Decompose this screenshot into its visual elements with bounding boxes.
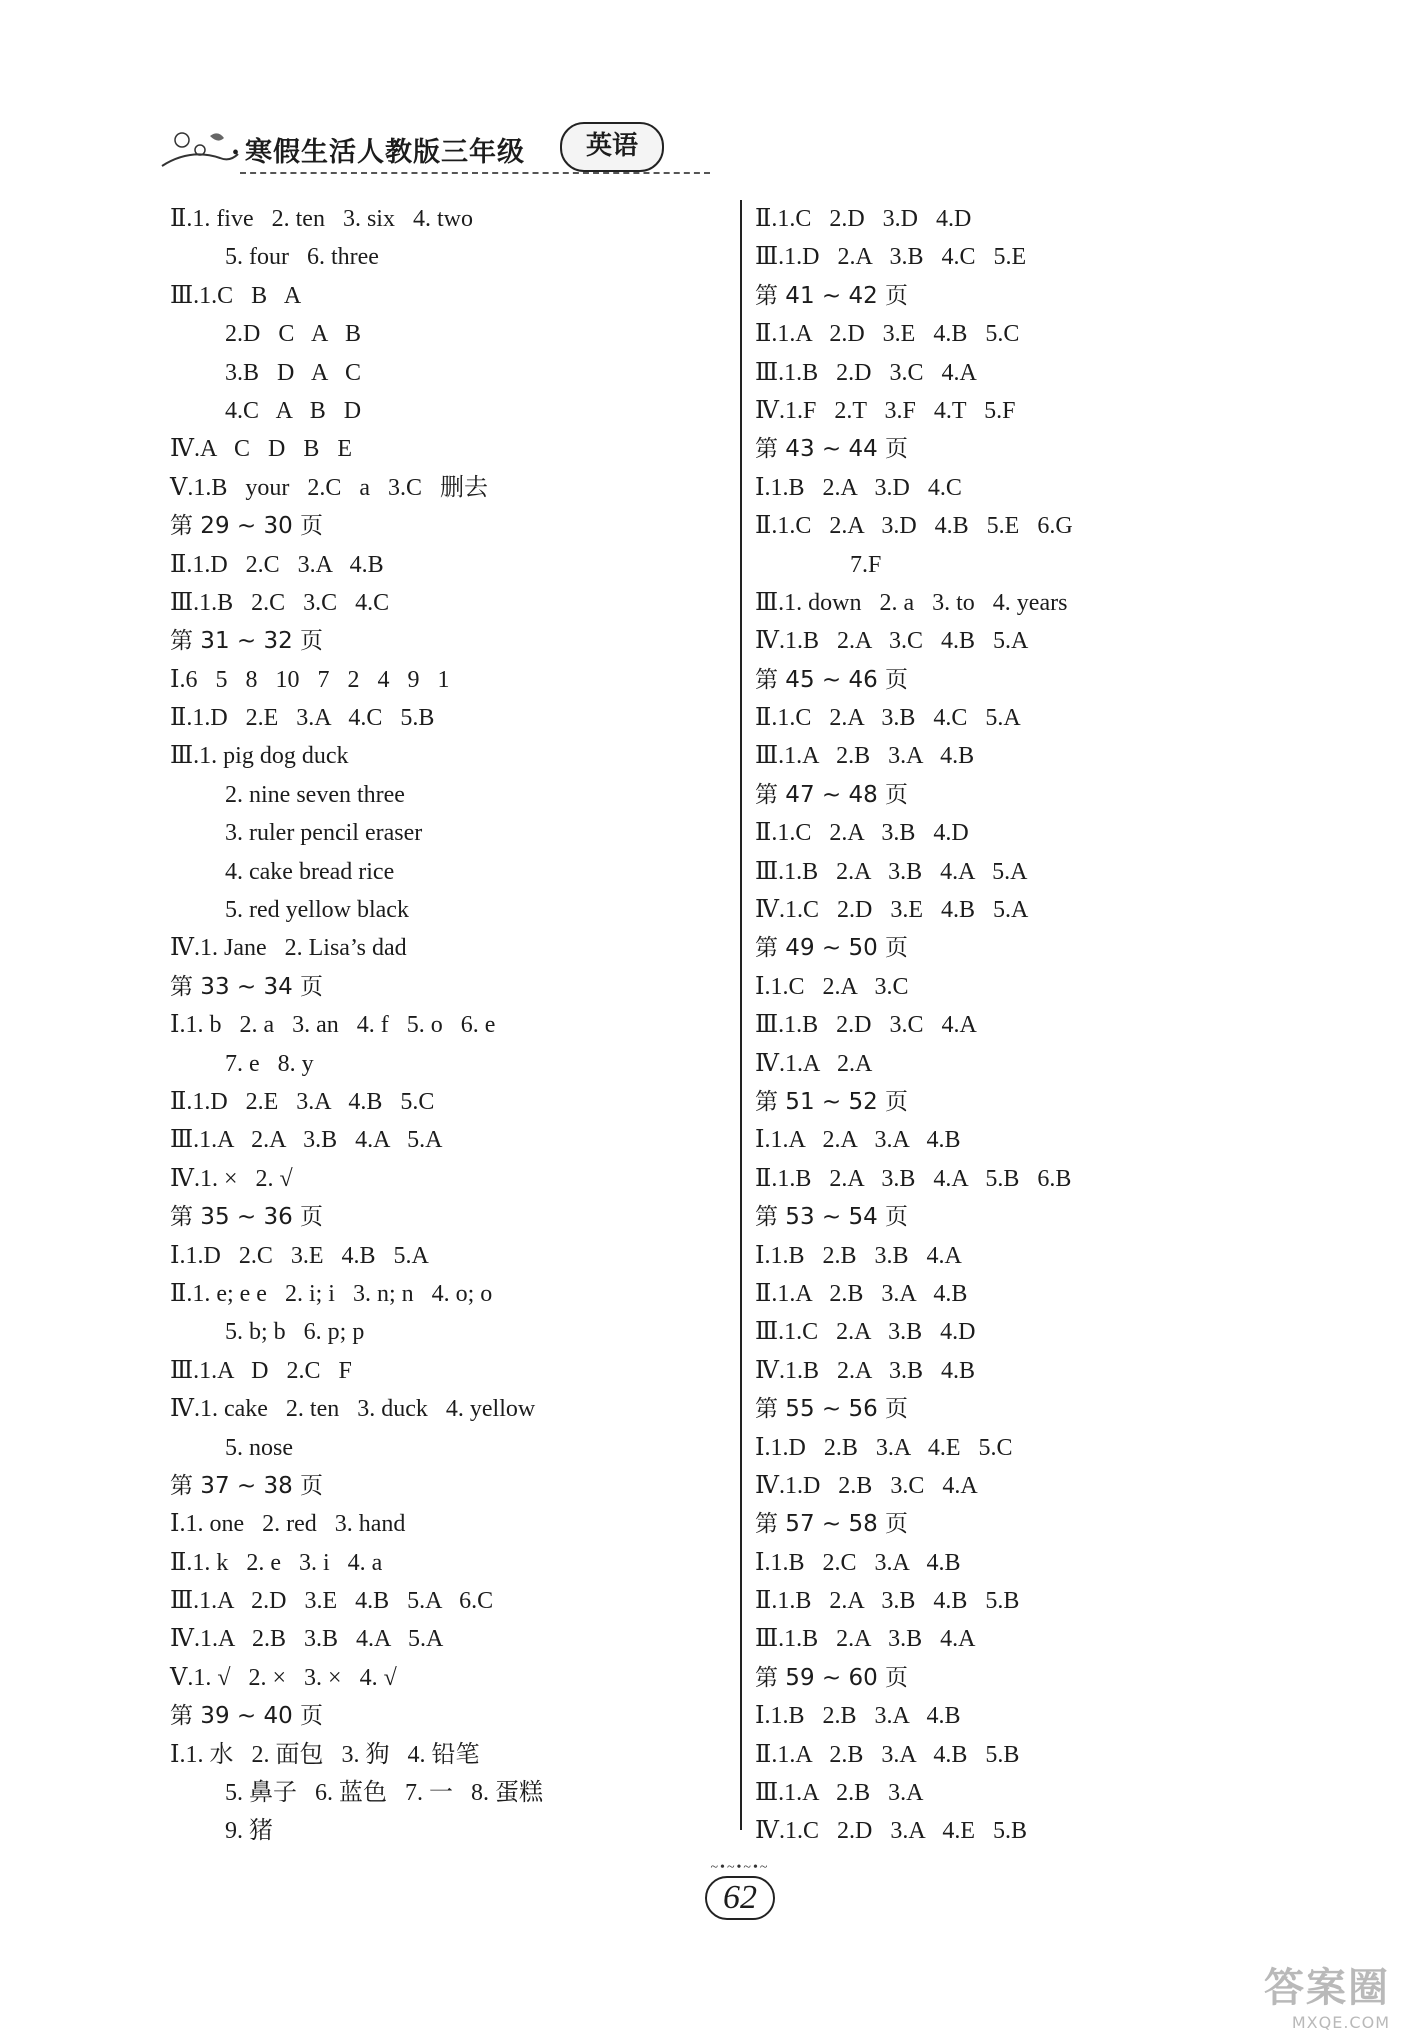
answer-line: Ⅲ.1.A 2.B 3.A <box>755 1780 924 1807</box>
answer-line: Ⅲ.1.A D 2.C F <box>170 1357 352 1384</box>
section-heading: 第 31 ~ 32 页 <box>170 628 324 655</box>
answer-line: 5. four 6. three <box>225 244 379 271</box>
answer-line: Ⅲ.1.A 2.A 3.B 4.A 5.A <box>170 1127 443 1154</box>
watermark-url: MXQE.COM <box>1291 2013 1390 2032</box>
answer-line: Ⅰ.6 5 8 10 7 2 4 9 1 <box>170 666 450 693</box>
section-heading: 第 37 ~ 38 页 <box>170 1472 324 1499</box>
answer-line: Ⅰ.1. b 2. a 3. an 4. f 5. o 6. e <box>170 1012 496 1039</box>
section-heading: 第 39 ~ 40 页 <box>170 1703 324 1730</box>
answer-line: Ⅳ.1.B 2.A 3.B 4.B <box>755 1357 976 1384</box>
answer-line: Ⅰ.1.B 2.A 3.D 4.C <box>755 474 962 501</box>
section-heading: 第 53 ~ 54 页 <box>755 1204 909 1231</box>
answer-line: Ⅱ.1.C 2.D 3.D 4.D <box>755 206 972 232</box>
answer-line: Ⅳ.A C D B E <box>170 436 352 463</box>
section-heading: 第 29 ~ 30 页 <box>170 513 324 540</box>
answer-line: Ⅰ.1.B 2.B 3.B 4.A <box>755 1242 962 1269</box>
watermark-logo-text: 答案圈 <box>1264 1965 1390 2011</box>
answer-line: Ⅳ.1. Jane 2. Lisa’s dad <box>170 935 407 962</box>
page-title: 寒假生活人教版三年级 <box>245 137 525 168</box>
section-heading: 第 43 ~ 44 页 <box>755 436 909 463</box>
answer-line: Ⅱ.1.C 2.A 3.B 4.C 5.A <box>755 705 1021 732</box>
answer-line: Ⅴ.1. √ 2. × 3. × 4. √ <box>170 1664 397 1691</box>
answer-line: Ⅳ.1. × 2. √ <box>170 1165 293 1192</box>
answer-line: Ⅱ.1.A 2.B 3.A 4.B <box>755 1280 968 1307</box>
answer-line: Ⅲ.1. down 2. a 3. to 4. years <box>755 589 1068 616</box>
answer-line: Ⅴ.1.B your 2.C a 3.C 删去 <box>170 474 488 501</box>
answer-line: Ⅳ.1.D 2.B 3.C 4.A <box>755 1472 978 1499</box>
answer-line: Ⅳ.1.C 2.D 3.A 4.E 5.B <box>755 1818 1027 1845</box>
answer-column-left <box>170 200 730 1851</box>
answer-line: 5. red yellow black <box>225 897 409 924</box>
watermark <box>1190 1956 1390 2036</box>
answer-line: Ⅳ.1. cake 2. ten 3. duck 4. yellow <box>170 1396 536 1423</box>
answer-line: Ⅲ.1.D 2.A 3.B 4.C 5.E <box>755 244 1027 271</box>
header-rule <box>240 172 710 174</box>
page-number-ornament: ~•~•~•~ <box>710 1860 770 1875</box>
section-heading: 第 47 ~ 48 页 <box>755 781 909 808</box>
answer-line: 5. b; b 6. p; p <box>225 1319 365 1346</box>
answer-line: Ⅱ.1.A 2.B 3.A 4.B 5.B <box>755 1741 1020 1768</box>
answer-line: Ⅲ.1.B 2.A 3.B 4.A <box>755 1626 976 1653</box>
answer-line: Ⅳ.1.F 2.T 3.F 4.T 5.F <box>755 397 1016 424</box>
answer-line: Ⅰ.1. 水 2. 面包 3. 狗 4. 铅笔 <box>170 1741 480 1768</box>
answer-line: Ⅱ.1.D 2.C 3.A 4.B <box>170 551 384 578</box>
answer-line: Ⅳ.1.C 2.D 3.E 4.B 5.A <box>755 897 1029 924</box>
answer-line: Ⅲ.1.B 2.D 3.C 4.A <box>755 359 977 386</box>
answer-line: Ⅰ.1.D 2.C 3.E 4.B 5.A <box>170 1242 429 1269</box>
answer-line: Ⅱ.1.A 2.D 3.E 4.B 5.C <box>755 321 1020 348</box>
answer-line: 2. nine seven three <box>225 781 405 808</box>
plum-blossom-bird-icon <box>160 118 240 178</box>
page-number-value: 62 <box>705 1876 775 1920</box>
answer-line: 4.C A B D <box>225 397 362 424</box>
answer-line: Ⅳ.1.B 2.A 3.C 4.B 5.A <box>755 628 1029 655</box>
answer-line: Ⅰ.1.A 2.A 3.A 4.B <box>755 1127 961 1154</box>
answer-line: Ⅰ.1.D 2.B 3.A 4.E 5.C <box>755 1434 1013 1461</box>
section-heading: 第 57 ~ 58 页 <box>755 1511 909 1538</box>
answer-line: Ⅰ.1.C 2.A 3.C <box>755 973 909 1000</box>
section-heading: 第 49 ~ 50 页 <box>755 935 909 962</box>
title-bullet: • <box>232 142 240 164</box>
answer-line: Ⅲ.1.B 2.A 3.B 4.A 5.A <box>755 858 1028 885</box>
column-divider <box>740 200 742 1830</box>
section-heading: 第 45 ~ 46 页 <box>755 666 909 693</box>
answer-line: Ⅲ.1. pig dog duck <box>170 743 349 770</box>
section-heading: 第 35 ~ 36 页 <box>170 1204 324 1231</box>
answer-line: Ⅳ.1.A 2.A <box>755 1050 873 1077</box>
answer-line: 7.F <box>850 551 882 578</box>
answer-line: 3.B D A C <box>225 359 362 386</box>
answer-line: Ⅱ.1.C 2.A 3.D 4.B 5.E 6.G <box>755 513 1073 540</box>
subject-badge: 英语 <box>560 122 664 172</box>
answer-line: Ⅱ.1. five 2. ten 3. six 4. two <box>170 206 473 232</box>
answer-line: Ⅰ.1.B 2.C 3.A 4.B <box>755 1549 961 1576</box>
answer-line: Ⅲ.1.A 2.B 3.A 4.B <box>755 743 975 770</box>
answer-line: Ⅱ.1.D 2.E 3.A 4.B 5.C <box>170 1088 435 1115</box>
section-heading: 第 55 ~ 56 页 <box>755 1396 909 1423</box>
section-heading: 第 41 ~ 42 页 <box>755 282 909 309</box>
answer-line: Ⅲ.1.C B A <box>170 282 302 309</box>
answer-line: 5. nose <box>225 1434 293 1461</box>
answer-line: Ⅳ.1.A 2.B 3.B 4.A 5.A <box>170 1626 444 1653</box>
answer-line: 9. 猪 <box>225 1818 273 1845</box>
answer-line: Ⅱ.1.C 2.A 3.B 4.D <box>755 820 969 847</box>
section-heading: 第 59 ~ 60 页 <box>755 1664 909 1691</box>
answer-line: 3. ruler pencil eraser <box>225 820 423 847</box>
answer-line: 5. 鼻子 6. 蓝色 7. 一 8. 蛋糕 <box>225 1780 543 1807</box>
answer-line: Ⅲ.1.B 2.C 3.C 4.C <box>170 589 390 616</box>
section-heading: 第 51 ~ 52 页 <box>755 1088 909 1115</box>
answer-column-right <box>755 200 1315 1851</box>
answer-line: Ⅱ.1. e; e e 2. i; i 3. n; n 4. o; o <box>170 1280 493 1307</box>
page-number <box>690 1860 790 1920</box>
answer-line: Ⅰ.1. one 2. red 3. hand <box>170 1511 406 1538</box>
answer-line: Ⅲ.1.C 2.A 3.B 4.D <box>755 1319 976 1346</box>
answer-line: Ⅱ.1. k 2. e 3. i 4. a <box>170 1549 383 1576</box>
answer-line: Ⅲ.1.B 2.D 3.C 4.A <box>755 1012 977 1039</box>
answer-line: Ⅲ.1.A 2.D 3.E 4.B 5.A 6.C <box>170 1588 494 1615</box>
section-heading: 第 33 ~ 34 页 <box>170 973 324 1000</box>
answer-line: 4. cake bread rice <box>225 858 395 885</box>
answer-line: 2.D C A B <box>225 321 362 348</box>
page-header <box>150 110 670 180</box>
answer-line: Ⅱ.1.B 2.A 3.B 4.A 5.B 6.B <box>755 1165 1072 1192</box>
answer-line: 7. e 8. y <box>225 1050 314 1077</box>
answer-line: Ⅰ.1.B 2.B 3.A 4.B <box>755 1703 961 1730</box>
answer-line: Ⅱ.1.B 2.A 3.B 4.B 5.B <box>755 1588 1020 1615</box>
answer-line: Ⅱ.1.D 2.E 3.A 4.C 5.B <box>170 705 435 732</box>
